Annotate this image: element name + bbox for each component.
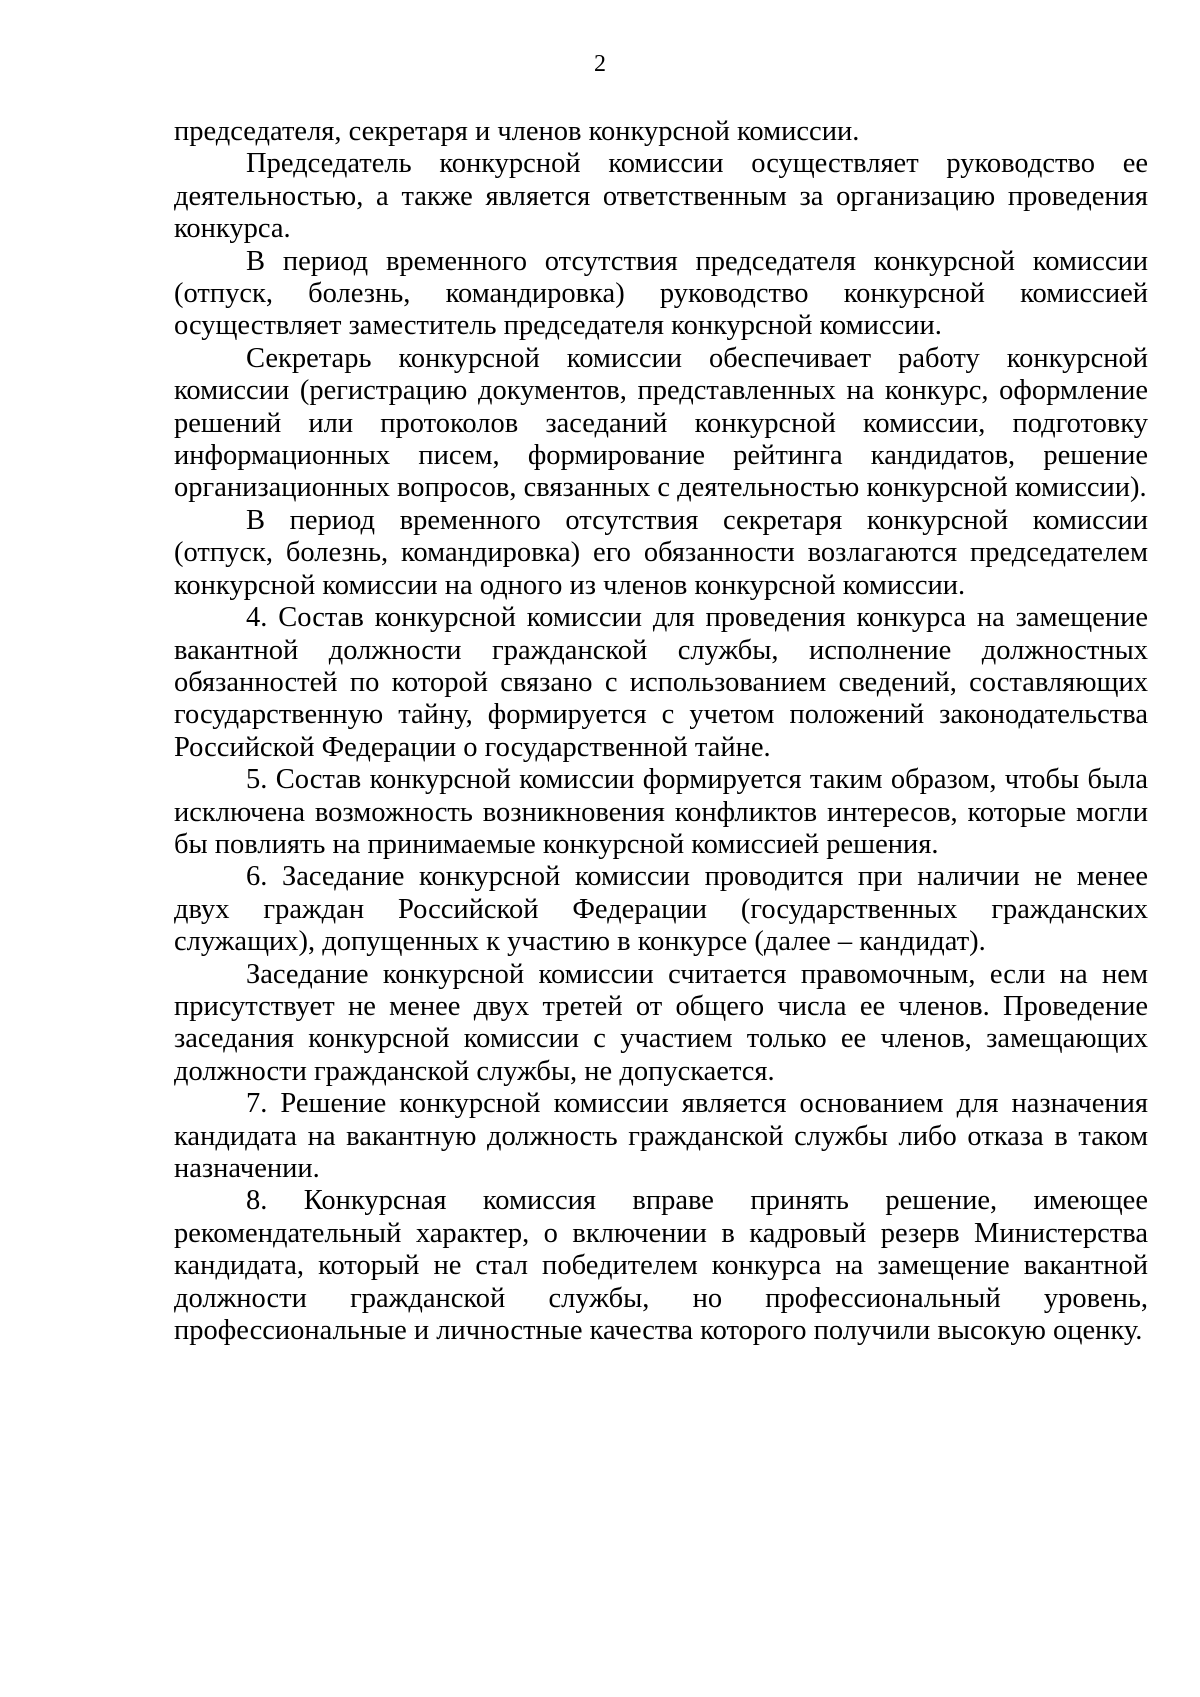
paragraph-quorum: Заседание конкурсной комиссии считается правомочным, если на нем присутствует не менее двух третей от общего числа ее членов. Проведение заседания конкурсной комиссии с участием только ее членов, замещающих должности гражданской службы, не допускается. xyxy=(174,958,1148,1087)
paragraph-item-8: 8. Конкурсная комиссия вправе принять решение, имеющее рекомендательный характер, о включении в кадровый резерв Министерства кандидата, который не стал победителем конкурса на замещение вакантной должности гражданской службы, но профессиональный уровень, профессиональные и личностные качества которого получили высокую оценку. xyxy=(174,1185,1148,1347)
paragraph-item-7: 7. Решение конкурсной комиссии является основанием для назначения кандидата на вакантную должность гражданской службы либо отказа в таком назначении. xyxy=(174,1088,1148,1184)
paragraph-item-5: 5. Состав конкурсной комиссии формируется таким образом, чтобы была исключена возможность возникновения конфликтов интересов, которые могли бы повлиять на принимаемые конкурсной комиссией решения. xyxy=(174,764,1148,860)
page-number: 2 xyxy=(594,51,606,77)
paragraph-chairman-duties: Председатель конкурсной комиссии осуществляет руководство ее деятельностью, а также является ответственным за организацию проведения конкурса. xyxy=(174,148,1148,245)
paragraph-item-6: 6. Заседание конкурсной комиссии проводится при наличии не менее двух граждан Российской Федерации (государственных гражданских служащих), допущенных к участию в конкурсе (далее – кандидат). xyxy=(174,861,1148,958)
document-body xyxy=(174,116,1148,1347)
paragraph-chairman-absence: В период временного отсутствия председателя конкурсной комиссии (отпуск, болезнь, командировка) руководство конкурсной комиссией осуществляет заместитель председателя конкурсной комиссии. xyxy=(174,245,1148,342)
paragraph-secretary-duties: Секретарь конкурсной комиссии обеспечивает работу конкурсной комиссии (регистрацию документов, представленных на конкурс, оформление решений или протоколов заседаний конкурсной комиссии, подготовку информационных писем, формирование рейтинга кандидатов, решение организационных вопросов, связанных с деятельностью конкурсной комиссии). xyxy=(174,342,1148,504)
paragraph-secretary-absence: В период временного отсутствия секретаря конкурсной комиссии (отпуск, болезнь, командировка) его обязанности возлагаются председателем конкурсной комиссии на одного из членов конкурсной комиссии. xyxy=(174,504,1148,601)
paragraph-continuation: председателя, секретаря и членов конкурсной комиссии. xyxy=(174,116,860,147)
paragraph-item-4: 4. Состав конкурсной комиссии для проведения конкурса на замещение вакантной должности гражданской службы, исполнение должностных обязанностей по которой связано с использованием сведений, составляющих государственную тайну, формируется с учетом положений законодательства Российской Федерации о государственной тайне. xyxy=(174,602,1148,763)
